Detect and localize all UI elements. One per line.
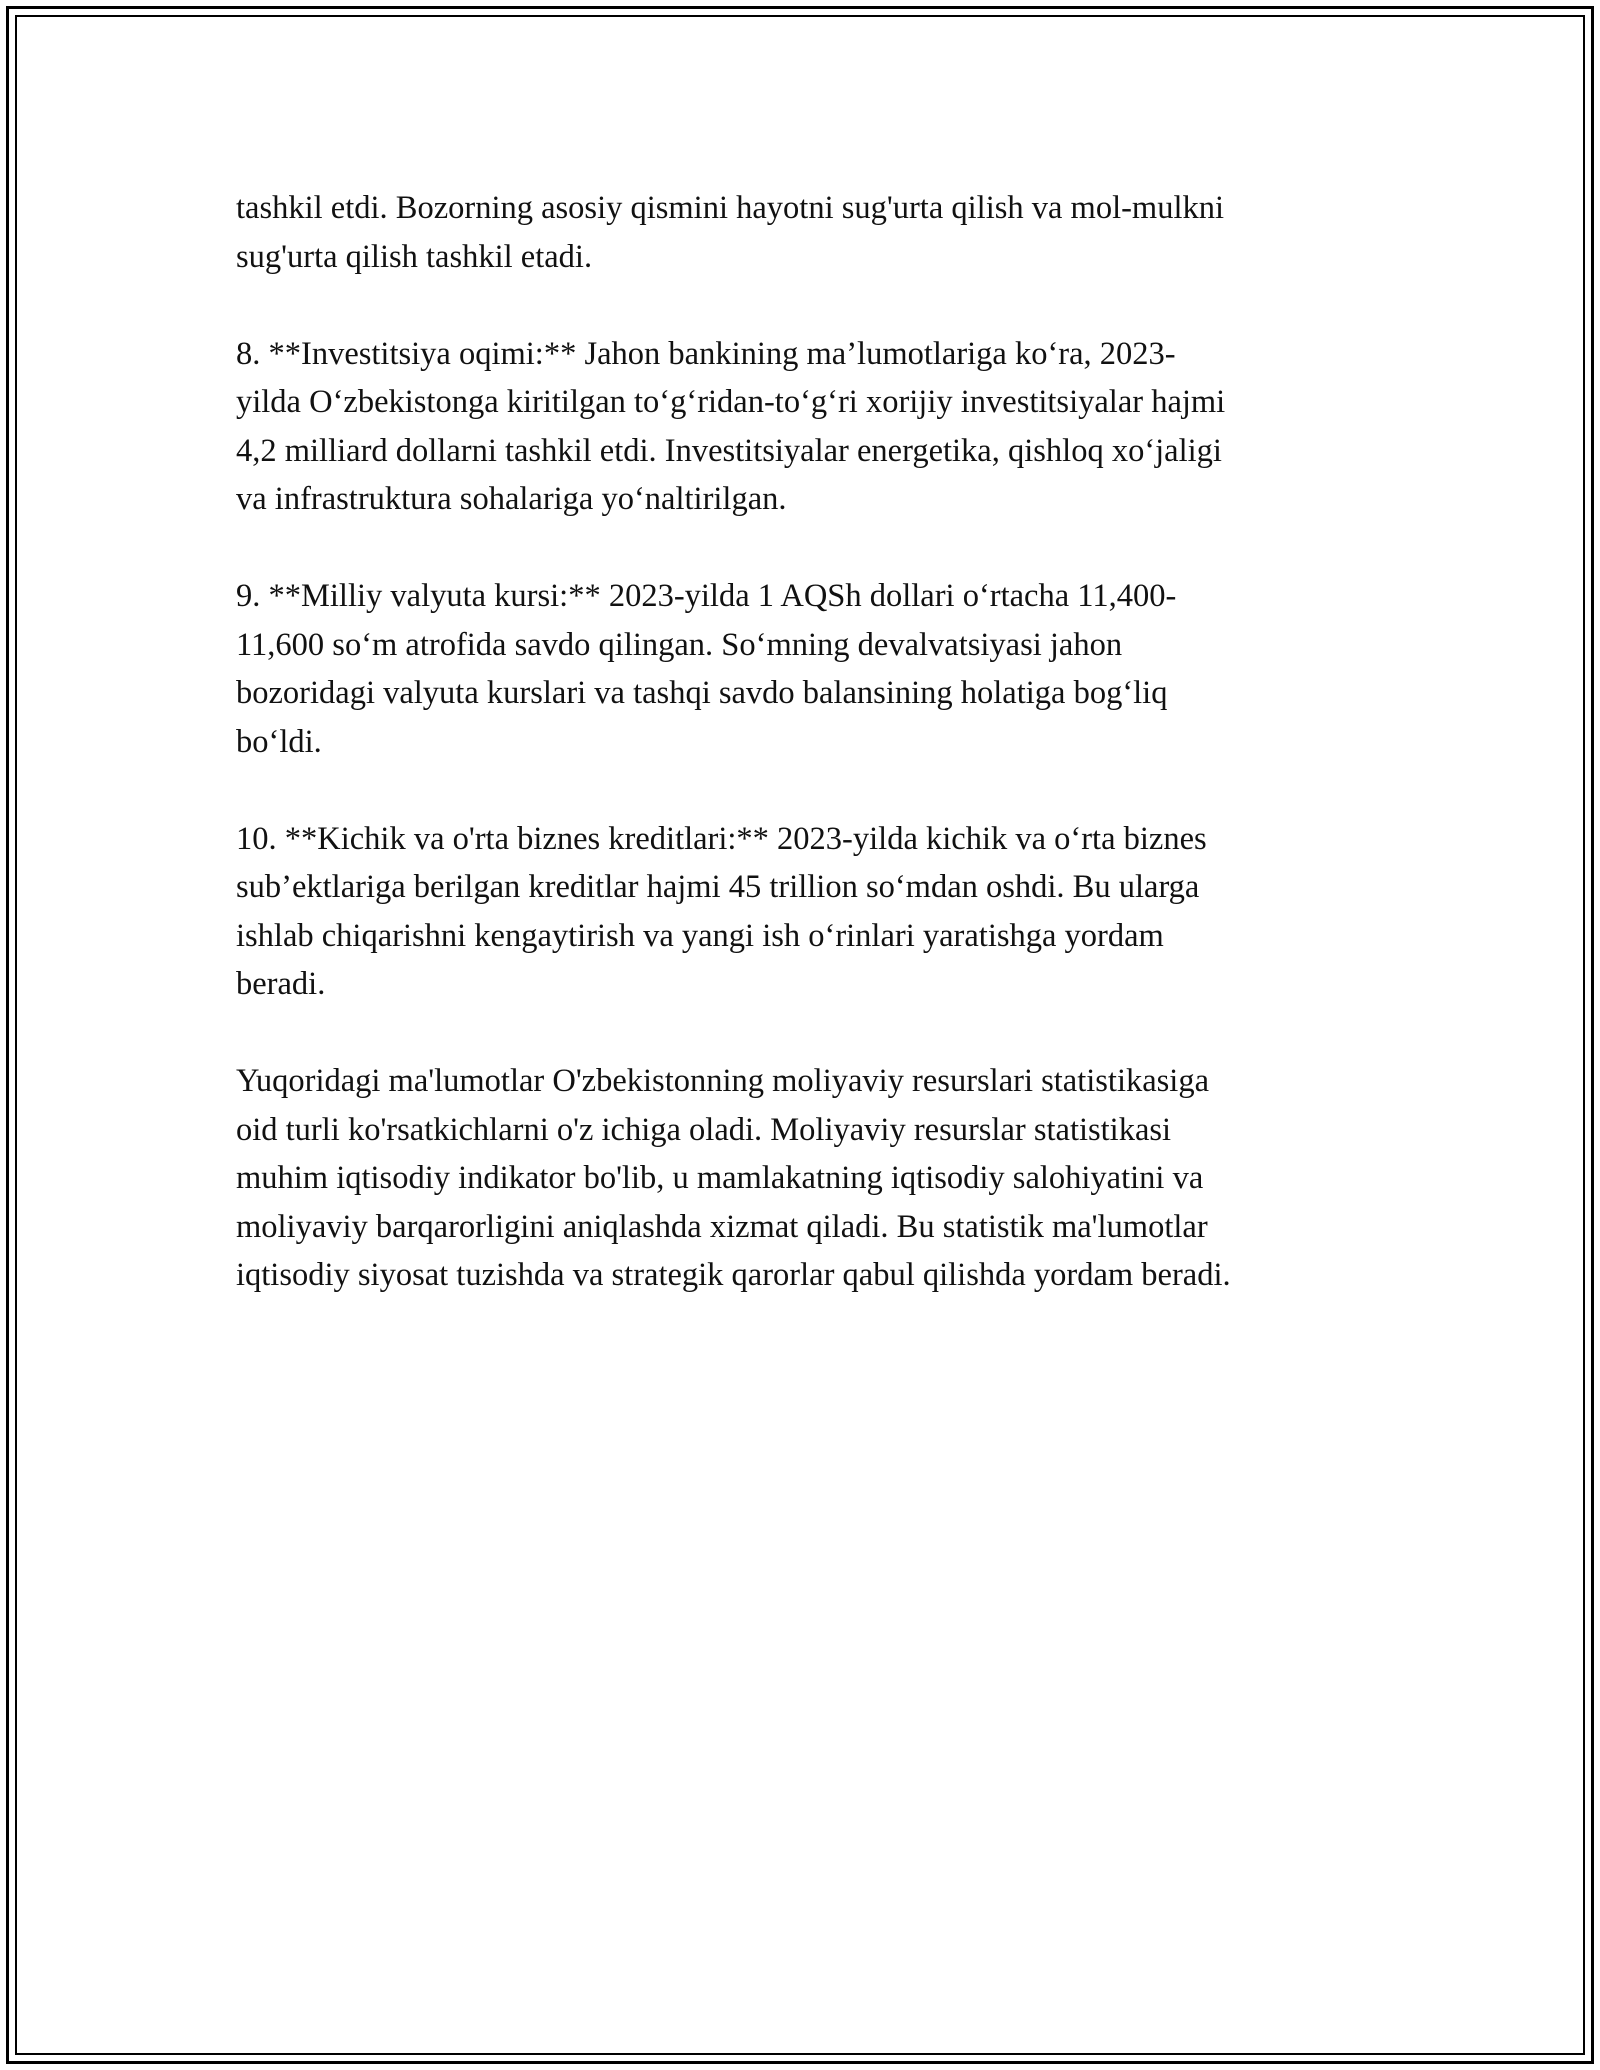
text-line: bo‘ldi. [236,723,322,760]
paragraph-sme-loans [236,815,1386,1009]
text-line: yilda O‘zbekistonga kiritilgan to‘g‘ridan-to‘g‘ri xorijiy investitsiyalar hajmi [236,384,1226,420]
text-line: beradi. [236,966,326,1002]
text-line: muhim iqtisodiy indikator bo'lib, u mamlakatning iqtisodiy salohiyatini va [236,1160,1204,1196]
text-line: 8. **Investitsiya oqimi:** Jahon bankining ma’lumotlariga ko‘ra, 2023- [236,335,1176,372]
text-line: Yuqoridagi ma'lumotlar O'zbekistonning moliyaviy resurslari statistikasiga [236,1063,1210,1099]
text-line: moliyaviy barqarorligini aniqlashda xizmat qiladi. Bu statistik ma'lumotlar [236,1208,1208,1245]
text-line: tashkil etdi. Bozorning asosiy qismini hayotni sug'urta qilish va mol-mulkni [236,190,1225,226]
document-body [236,184,1386,1348]
paragraph-conclusion [236,1057,1386,1300]
text-line: sub’ektlariga berilgan kreditlar hajmi 45 trillion so‘mdan oshdi. Bu ularga [236,869,1200,905]
text-line: ishlab chiqarishni kengaytirish va yangi ish o‘rinlari yaratishga yordam [236,917,1164,954]
paragraph-investment-flow [236,330,1386,524]
text-line: iqtisodiy siyosat tuzishda va strategik qarorlar qabul qilishda yordam beradi. [236,1257,1231,1293]
text-line: oid turli ko'rsatkichlarni o'z ichiga oladi. Moliyaviy resurslar statistikasi [236,1111,1172,1148]
text-line: sug'urta qilish tashkil etadi. [236,238,593,275]
text-line: 10. **Kichik va o'rta biznes kreditlari:** 2023-yilda kichik va o‘rta biznes [236,820,1207,857]
text-line: 11,600 so‘m atrofida savdo qilingan. So‘mning devalvatsiyasi jahon [236,626,1123,663]
paragraph-exchange-rate [236,572,1386,766]
text-line: 9. **Milliy valyuta kursi:** 2023-yilda 1 AQSh dollari o‘rtacha 11,400- [236,578,1177,614]
text-line: bozoridagi valyuta kurslari va tashqi savdo balansining holatiga bog‘liq [236,675,1168,711]
text-line: 4,2 milliard dollarni tashkil etdi. Investitsiyalar energetika, qishloq xo‘jaligi [236,432,1222,469]
paragraph-insurance-continuation [236,184,1386,281]
text-line: va infrastruktura sohalariga yo‘naltirilgan. [236,481,787,517]
